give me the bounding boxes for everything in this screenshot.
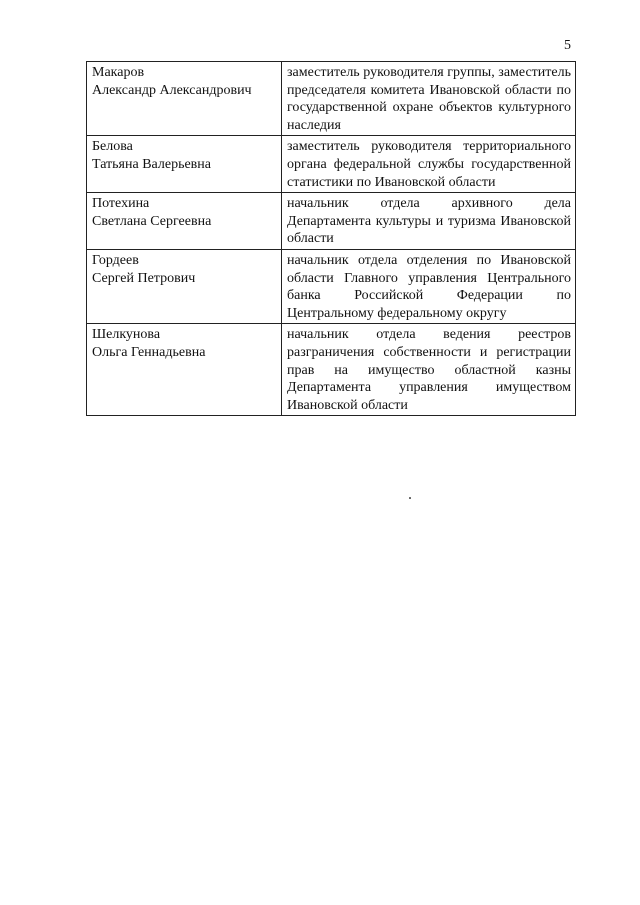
table-row [87,324,576,416]
members-table [86,61,576,416]
member-given-names: Светлана Сергеевна [92,213,212,229]
member-surname: Потехина [92,196,150,212]
member-surname: Гордеев [92,252,139,268]
member-name-cell [87,62,282,136]
member-given-names: Татьяна Валерьевна [92,156,211,172]
member-position-cell [282,249,576,323]
page-number: 5 [564,38,571,53]
member-name-cell [87,249,282,323]
member-name-cell [87,193,282,250]
table-row [87,249,576,323]
member-name-cell [87,324,282,416]
table-row [87,62,576,136]
member-position: заместитель руководителя группы, заместитель председателя комитета Ивановской области по государственной охране объектов культурного наследия [287,65,571,133]
member-surname: Макаров [92,65,145,80]
member-position-cell [282,193,576,250]
table-row [87,193,576,250]
member-position: начальник отдела отделения по Ивановской области Главного управления Центрального банка Российской Федерации по Центральному федеральному округу [287,252,571,321]
member-position: начальник отдела ведения реестров разграничения собственности и регистрации прав на имущество областной казны Департамента управления имуществом Ивановской области [287,327,571,413]
scan-speck [409,497,411,499]
member-position-cell [282,324,576,416]
member-position-cell [282,62,576,136]
member-position: начальник отдела архивного дела Департамента культуры и туризма Ивановской области [287,196,571,247]
member-position-cell [282,136,576,193]
member-position: заместитель руководителя территориального органа федеральной службы государственной статистики по Ивановской области [287,139,571,190]
member-given-names: Ольга Геннадьевна [92,344,206,360]
member-given-names: Александр Александрович [92,82,252,98]
table-row [87,136,576,193]
member-surname: Шелкунова [92,327,161,343]
member-surname: Белова [92,139,133,155]
member-name-cell [87,136,282,193]
member-given-names: Сергей Петрович [92,270,196,286]
